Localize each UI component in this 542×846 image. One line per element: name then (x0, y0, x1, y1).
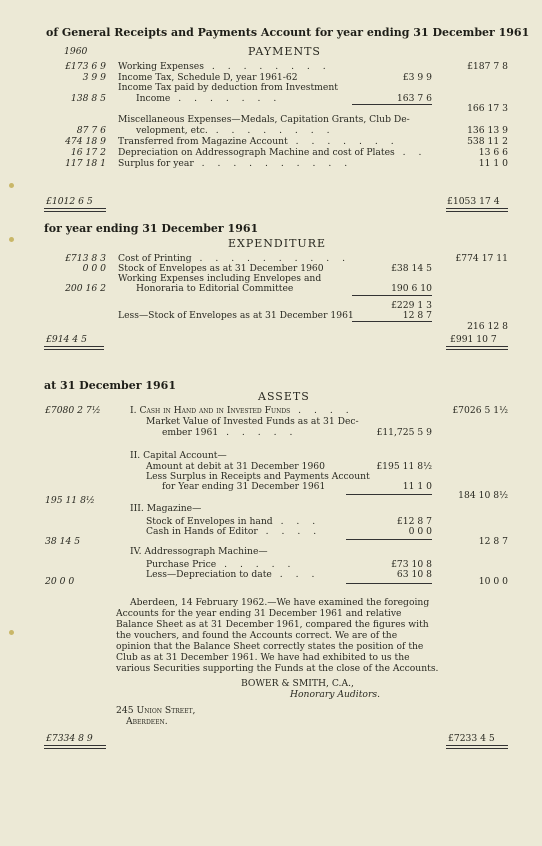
sub-amount: 163 7 6 (396, 93, 432, 104)
row-label: Surplus for year . . . . . . . . . . (118, 158, 353, 169)
section-label: II. Capital Account— (130, 450, 227, 461)
row-label: Stock of Envelopes as at 31 December 1960 (118, 263, 324, 274)
auditor-name: BOWER & SMITH, C.A., (241, 678, 354, 689)
prev-amount: 16 17 2 (70, 147, 106, 158)
prev-amount: 20 0 0 (45, 576, 75, 587)
row-label: Less Surplus in Receipts and Payments Account (146, 471, 370, 482)
row-label: for Year ending 31 December 1961 (162, 481, 326, 492)
prev-amount: 87 7 6 (76, 125, 106, 136)
sub-amount: £73 10 8 (391, 559, 432, 570)
total-prev: £914 4 5 (46, 334, 87, 345)
double-rule (446, 745, 508, 749)
double-rule (44, 208, 106, 212)
row-label: Amount at debit at 31 December 1960 (146, 461, 325, 472)
section-label: I. Cash in Hand and in Invested Funds . . . . (130, 405, 354, 416)
total: £7233 4 5 (448, 733, 495, 744)
double-rule (44, 745, 106, 749)
sub-rule (346, 583, 432, 584)
net-amount: 12 8 7 (478, 536, 508, 547)
audit-line: opinion that the Balance Sheet correctly states the position of the (116, 641, 424, 652)
row-amount: £774 17 11 (455, 253, 508, 264)
expenditure-heading: EXPENDITURE (228, 237, 327, 250)
row-label: Transferred from Magazine Account . . . . . . . (118, 136, 399, 147)
sub-amount: £11,725 5 9 (376, 427, 432, 438)
sub-total: £229 1 3 (391, 300, 432, 311)
audit-line: Club as at 31 December 1961. We have had exhibited to us the (116, 652, 410, 663)
row-label: Income Tax paid by deduction from Investment (118, 82, 338, 93)
less-amount: 12 8 7 (402, 310, 432, 321)
audit-line: various Securities supporting the Funds at the close of the Accounts. (116, 663, 439, 674)
sub-rule (352, 321, 432, 322)
row-amount: 11 1 0 (478, 158, 508, 169)
sub-amount: 0 0 0 (408, 526, 432, 537)
sub-rule (352, 295, 432, 296)
row-label: Working Expenses including Envelopes and (118, 273, 322, 284)
sub-rule (346, 539, 432, 540)
audit-line: Accounts for the year ending 31 December 1961 and relative (116, 608, 402, 619)
prev-amount: £713 8 3 (65, 253, 106, 264)
row-label: Cash in Hands of Editor . . . . (146, 526, 322, 537)
row-amount: 538 11 2 (467, 136, 508, 147)
section-label: III. Magazine— (130, 503, 202, 514)
prev-amount: 3 9 9 (82, 72, 106, 83)
prev-amount: 38 14 5 (45, 536, 81, 547)
less-label: Less—Stock of Envelopes as at 31 December 1961 (118, 310, 354, 321)
margin-mark (9, 630, 14, 635)
prev-amount: 200 16 2 (65, 283, 106, 294)
prev-amount: 117 18 1 (65, 158, 106, 169)
total: £1053 17 4 (447, 196, 500, 207)
row-amount: 13 6 6 (478, 147, 508, 158)
sub-rule (346, 494, 432, 495)
year-heading: 1960 (64, 46, 88, 57)
net-amount: 184 10 8½ (458, 490, 508, 501)
payments-heading: PAYMENTS (248, 45, 321, 58)
net-amount: 10 0 0 (478, 576, 508, 587)
row-label: Depreciation on Addressograph Machine and cost of Plates . . (118, 147, 427, 158)
margin-mark (9, 237, 14, 242)
row-label: Purchase Price . . . . . (146, 559, 296, 570)
expenditure-title: for year ending 31 December 1961 (44, 222, 259, 235)
assets-heading: ASSETS (258, 390, 310, 403)
prev-amount: 195 11 8½ (45, 495, 95, 506)
total: £991 10 7 (450, 334, 497, 345)
section-label: IV. Addressograph Machine— (130, 546, 268, 557)
prev-amount: £173 6 9 (65, 61, 106, 72)
sub-amount: 190 6 10 (391, 283, 432, 294)
row-amount: 136 13 9 (467, 125, 508, 136)
prev-amount: 0 0 0 (82, 263, 106, 274)
sub-amount: £12 8 7 (396, 516, 432, 527)
row-label: Less—Depreciation to date . . . (146, 569, 320, 580)
auditor-role: Honorary Auditors. (290, 689, 380, 700)
double-rule (446, 208, 508, 212)
sub-amount: £3 9 9 (402, 72, 432, 83)
total-prev: £7334 8 9 (46, 733, 93, 744)
prev-amount: 138 8 5 (70, 93, 106, 104)
audit-line: Aberdeen, 14 February 1962.—We have examined the foregoing (130, 597, 430, 608)
row-label: Income . . . . . . . (136, 93, 282, 104)
double-rule (44, 346, 104, 350)
sub-amount: £38 14 5 (391, 263, 432, 274)
address-line: Aberdeen. (126, 716, 168, 727)
row-amount: £187 7 8 (467, 61, 508, 72)
address-line: 245 Union Street, (116, 705, 196, 716)
row-label: Stock of Envelopes in hand . . . (146, 516, 321, 527)
audit-line: the vouchers, and found the Accounts correct. We are of the (116, 630, 398, 641)
prev-amount: 474 18 9 (65, 136, 106, 147)
total-prev: £1012 6 5 (46, 196, 93, 207)
row-label: ember 1961 . . . . . (162, 427, 298, 438)
row-amount: 166 17 3 (467, 103, 508, 114)
row-amount: £7026 5 1½ (452, 405, 508, 416)
margin-mark (9, 183, 14, 188)
row-label: velopment, etc. . . . . . . . . (136, 125, 335, 136)
net-amount: 216 12 8 (467, 321, 508, 332)
receipts-payments-title: of General Receipts and Payments Account for year ending 31 December 1961 (46, 26, 530, 39)
prev-amount: £7080 2 7½ (45, 405, 101, 416)
sub-amount: 63 10 8 (396, 569, 432, 580)
audit-line: Balance Sheet as at 31 December 1961, compared the figures with (116, 619, 429, 630)
sub-rule (352, 104, 432, 105)
row-label: Miscellaneous Expenses—Medals, Capitation Grants, Club De- (118, 114, 410, 125)
double-rule (446, 346, 508, 350)
row-label: Income Tax, Schedule D, year 1961-62 (118, 72, 298, 83)
row-label: Honoraria to Editorial Committee (136, 283, 294, 294)
row-label: Market Value of Invested Funds as at 31 Dec- (146, 416, 359, 427)
sub-amount: £195 11 8½ (376, 461, 432, 472)
assets-title: at 31 December 1961 (44, 379, 176, 392)
row-label: Cost of Printing . . . . . . . . . . (118, 253, 351, 264)
sub-amount: 11 1 0 (402, 481, 432, 492)
row-label: Working Expenses . . . . . . . . (118, 61, 331, 72)
